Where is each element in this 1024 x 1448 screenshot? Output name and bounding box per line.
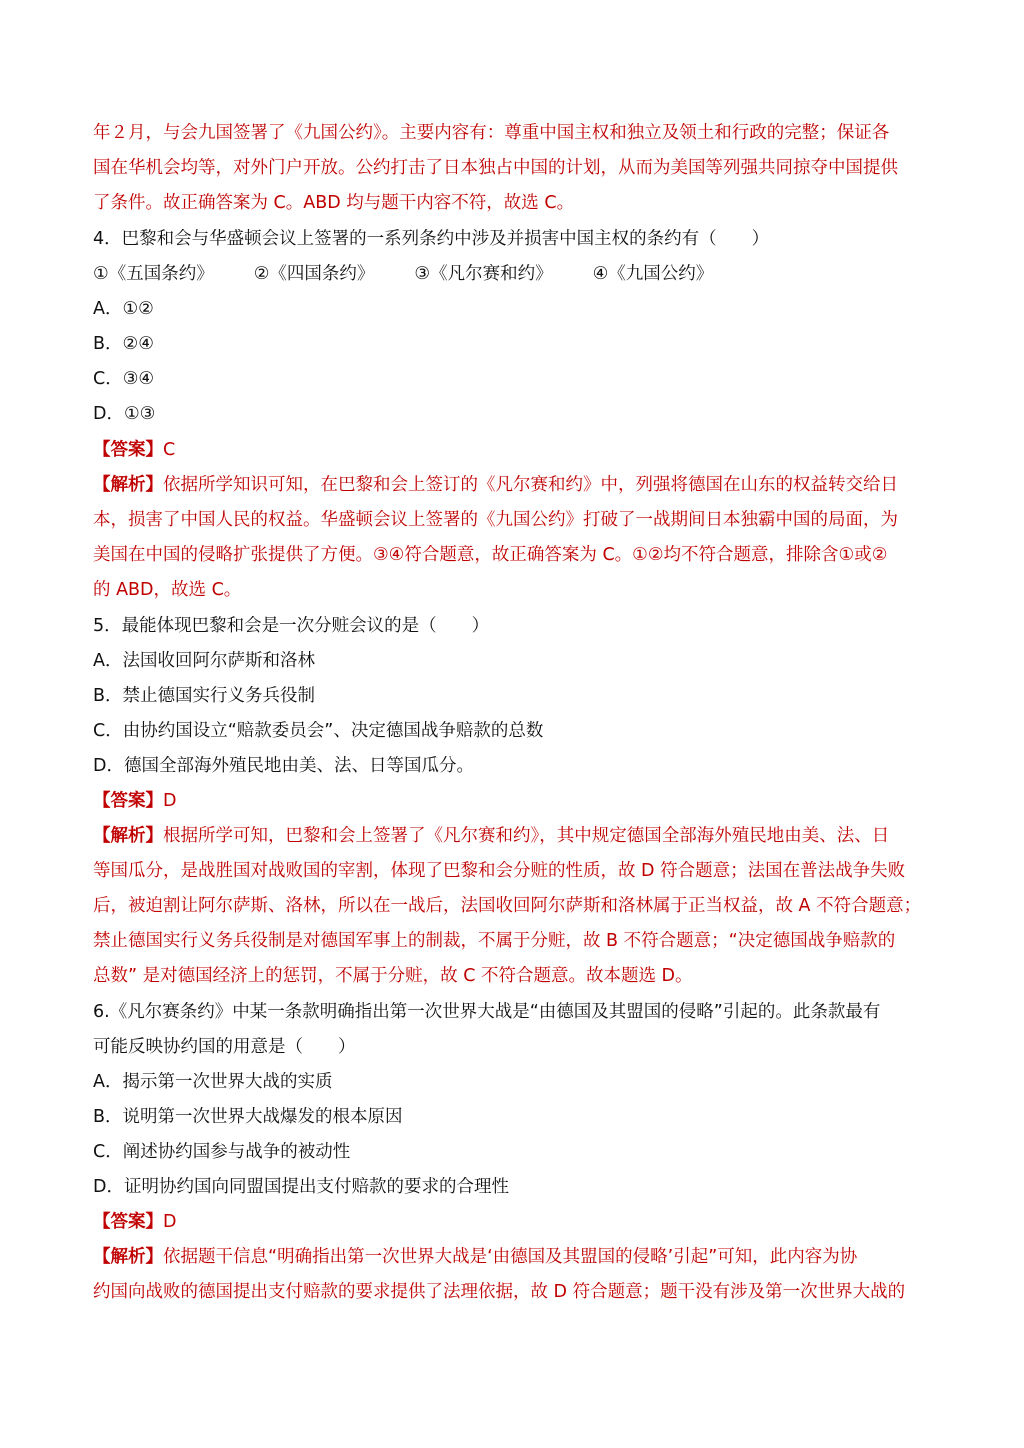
q4-item-4: ④《九国公约》	[592, 264, 714, 284]
q6-analysis-text: 依据题干信息“明确指出第一次世界大战是‘由德国及其盟国的侵略’引起”可知，此内容为协	[163, 1247, 858, 1267]
q5-analysis-line-3: 后，被迫割让阿尔萨斯、洛林，所以在一战后，法国收回阿尔萨斯和洛林属于正当权益，故 A 不符合题意；	[93, 896, 922, 916]
q5-option-d: D．德国全部海外殖民地由美、法、日等国瓜分。	[93, 756, 474, 776]
q5-answer-value: D	[163, 791, 177, 811]
q6-answer	[93, 1207, 933, 1237]
q4-option-a: A．①②	[93, 299, 154, 319]
q4-item-1: ①《五国条约》	[93, 264, 214, 284]
q4-answer-tag: 【答案】	[93, 440, 163, 460]
q6-stem-line-2: 可能反映协约国的用意是（ ）	[93, 1037, 356, 1057]
q6-analysis-line-1	[93, 1242, 933, 1272]
prev-analysis-line-2: 国在华机会均等，对外门户开放。公约打击了日本独占中国的计划，从而为美国等列强共同掠夺中国提供	[93, 158, 898, 178]
q5-option-b: B．禁止德国实行义务兵役制	[93, 686, 316, 706]
q5-option-a: A．法国收回阿尔萨斯和洛林	[93, 651, 315, 671]
q6-answer-value: D	[163, 1212, 177, 1232]
q4-item-2: ②《四国条约》	[253, 264, 375, 284]
q5-answer	[93, 786, 933, 816]
q4-analysis-text: 依据所学知识可知，在巴黎和会上签订的《凡尔赛和约》中，列强将德国在山东的权益转交给日	[163, 475, 898, 495]
q6-option-a: A．揭示第一次世界大战的实质	[93, 1072, 333, 1092]
q6-option-c: C．阐述协约国参与战争的被动性	[93, 1142, 351, 1162]
q5-analysis-tag: 【解析】	[93, 826, 163, 846]
prev-analysis-line-1: 年２月，与会九国签署了《九国公约》。主要内容有：尊重中国主权和独立及领土和行政的完整；保证各	[93, 123, 890, 143]
q4-answer	[93, 435, 933, 465]
q5-answer-tag: 【答案】	[93, 791, 163, 811]
q6-answer-tag: 【答案】	[93, 1212, 163, 1232]
q5-analysis-line-5: 总数” 是对德国经济上的惩罚，不属于分赃，故 C 不符合题意。故本题选 D。	[93, 966, 693, 986]
q5-analysis-text: 根据所学可知，巴黎和会上签署了《凡尔赛和约》，其中规定德国全部海外殖民地由美、法、日	[163, 826, 890, 846]
q4-stem: 4．巴黎和会与华盛顿会议上签署的一系列条约中涉及并损害中国主权的条约有（ ）	[93, 229, 770, 249]
q4-option-d: D．①③	[93, 404, 156, 424]
q4-option-c: C．③④	[93, 369, 155, 389]
q4-analysis-line-1	[93, 470, 933, 500]
q4-option-b: B．②④	[93, 334, 154, 354]
q5-option-c: C．由协约国设立“赔款委员会”、决定德国战争赔款的总数	[93, 721, 544, 741]
q4-answer-value: C	[163, 440, 176, 460]
q5-analysis-line-4: 禁止德国实行义务兵役制是对德国军事上的制裁，不属于分赃，故 B 不符合题意；“决定德国战争赔款的	[93, 931, 896, 951]
q5-stem: 5．最能体现巴黎和会是一次分赃会议的是（ ）	[93, 616, 490, 636]
q4-analysis-line-2: 本，损害了中国人民的权益。华盛顿会议上签署的《九国公约》打破了一战期间日本独霸中国的局面，为	[93, 510, 898, 530]
q6-analysis-line-2: 约国向战败的德国提出支付赔款的要求提供了法理依据，故 D 符合题意；题干没有涉及第一次世界大战的	[93, 1282, 906, 1302]
q6-analysis-tag: 【解析】	[93, 1247, 163, 1267]
q5-analysis-line-1	[93, 821, 933, 851]
q6-option-d: D．证明协约国向同盟国提出支付赔款的要求的合理性	[93, 1177, 509, 1197]
prev-analysis-line-3: 了条件。故正确答案为 C。ABD 均与题干内容不符，故选 C。	[93, 193, 575, 213]
q4-items	[93, 259, 933, 289]
q5-analysis-line-2: 等国瓜分，是战胜国对战败国的宰割，体现了巴黎和会分赃的性质，故 D 符合题意；法国在普法战争失败	[93, 861, 906, 881]
q4-analysis-line-3: 美国在中国的侵略扩张提供了方便。③④符合题意，故正确答案为 C。①②均不符合题意，排除含①或②	[93, 545, 888, 565]
q6-stem-line-1: 6.《凡尔赛条约》中某一条款明确指出第一次世界大战是“由德国及其盟国的侵略”引起的。此条款最有	[93, 1002, 881, 1022]
q4-analysis-tag: 【解析】	[93, 475, 163, 495]
q4-item-3: ③《凡尔赛和约》	[414, 264, 553, 284]
q4-analysis-line-4: 的 ABD，故选 C。	[93, 580, 242, 600]
q6-option-b: B．说明第一次世界大战爆发的根本原因	[93, 1107, 403, 1127]
